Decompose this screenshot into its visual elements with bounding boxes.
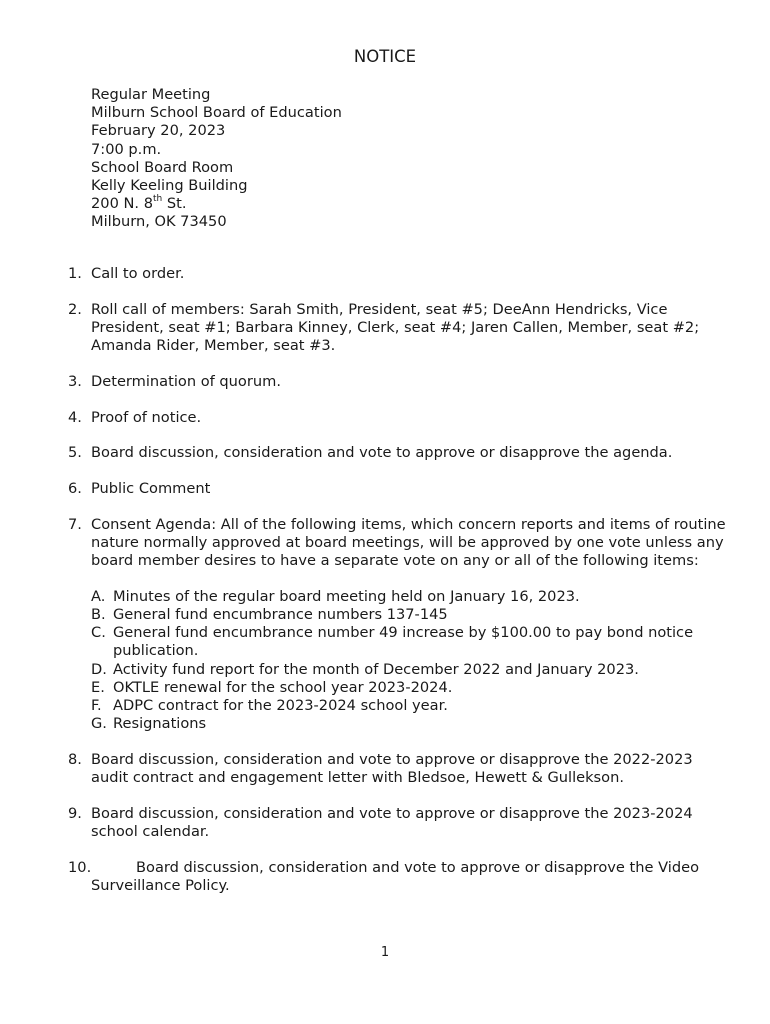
- consent-sublist: [91, 588, 733, 734]
- subitem-letter: A.: [91, 587, 106, 605]
- address-street-rest: St.: [162, 195, 187, 213]
- agenda-item-number: 8.: [68, 750, 82, 768]
- agenda-item-text: Board discussion, consideration and vote to approve or disapprove the 2022-2023 audit contract and engagement letter with Bledsoe, Hewett & Gullekson.: [91, 750, 693, 787]
- subitem-text: OKTLE renewal for the school year 2023-2024.: [113, 678, 453, 696]
- consent-subitem: [91, 624, 733, 660]
- agenda-item: [68, 301, 733, 356]
- agenda-item: [68, 751, 733, 787]
- meeting-time: 7:00 p.m.: [91, 140, 162, 158]
- agenda-item-number: 1.: [68, 265, 82, 282]
- consent-subitem: [91, 715, 733, 733]
- subitem-text: Resignations: [113, 715, 207, 733]
- consent-subitem: [91, 588, 733, 606]
- agenda-item-text: Call to order.: [91, 265, 185, 282]
- agenda-item-number: 9.: [68, 804, 82, 822]
- address-ordinal-suffix: th: [152, 194, 163, 205]
- subitem-letter: G.: [91, 715, 107, 733]
- meeting-room: School Board Room: [91, 158, 234, 176]
- agenda-item-number: 5.: [68, 444, 82, 462]
- agenda-item-number: 3.: [68, 372, 82, 390]
- page-number: 1: [380, 945, 390, 960]
- subitem-text: ADPC contract for the 2023-2024 school year.: [113, 696, 448, 714]
- agenda-item-number: 6.: [68, 479, 82, 497]
- meeting-date: February 20, 2023: [91, 122, 226, 140]
- subitem-text: Activity fund report for the month of December 2022 and January 2023.: [113, 660, 639, 678]
- subitem-letter: F.: [91, 696, 102, 714]
- subitem-text: General fund encumbrance numbers 137-145: [113, 605, 448, 623]
- meeting-type: Regular Meeting: [91, 86, 211, 103]
- agenda-item-number: 7.: [68, 515, 82, 533]
- subitem-text: Minutes of the regular board meeting held on January 16, 2023.: [113, 587, 580, 605]
- agenda-item-text: Board discussion, consideration and vote to approve or disapprove the Video: [136, 858, 699, 876]
- agenda-item-text: Consent Agenda: All of the following items, which concern reports and items of routine nature normally approved at board meetings, will be approved by one vote unless any board member desires to have a separate vote on any or all of the following items:: [91, 515, 726, 570]
- subitem-letter: D.: [91, 660, 107, 678]
- consent-subitem: [91, 606, 733, 624]
- notice-title: NOTICE: [353, 47, 417, 66]
- meeting-city: Milburn, OK 73450: [91, 213, 227, 231]
- agenda-item-text: Determination of quorum.: [91, 372, 281, 390]
- meeting-building: Kelly Keeling Building: [91, 177, 248, 195]
- agenda-item: [68, 444, 733, 462]
- board-name: Milburn School Board of Education: [91, 104, 342, 122]
- meeting-header: [91, 86, 342, 232]
- agenda-list: [68, 265, 733, 895]
- agenda-item-text: Board discussion, consideration and vote to approve or disapprove the agenda.: [91, 444, 673, 462]
- agenda-item-text: Board discussion, consideration and vote to approve or disapprove the 2023-2024 school calendar.: [91, 804, 693, 840]
- address-street-number: 200 N. 8: [91, 195, 153, 213]
- agenda-item: [68, 805, 733, 841]
- consent-subitem: [91, 679, 733, 697]
- agenda-item-number: 10.: [68, 858, 92, 876]
- agenda-item: [68, 480, 733, 498]
- meeting-address: [91, 195, 342, 213]
- agenda-item: [68, 859, 733, 895]
- agenda-item-text-continued: Surveillance Policy.: [91, 876, 230, 894]
- subitem-letter: E.: [91, 678, 105, 696]
- agenda-item-text: Proof of notice.: [91, 408, 202, 426]
- subitem-letter: B.: [91, 605, 106, 623]
- subitem-letter: C.: [91, 624, 106, 642]
- agenda-item-text: Roll call of members: Sarah Smith, President, seat #5; DeeAnn Hendricks, Vice President, seat #1; Barbara Kinney, Clerk, seat #4; Jaren Callen, Member, seat #2; Amanda Rider, Member, seat #3.: [91, 300, 700, 355]
- agenda-item-number: 4.: [68, 408, 82, 426]
- consent-subitem: [91, 661, 733, 679]
- consent-subitem: [91, 697, 733, 715]
- agenda-item-number: 2.: [68, 300, 82, 318]
- agenda-item-consent: [68, 516, 733, 734]
- agenda-item: [68, 265, 733, 283]
- agenda-item-text: Public Comment: [91, 479, 211, 497]
- agenda-item: [68, 409, 733, 427]
- subitem-text: General fund encumbrance number 49 increase by $100.00 to pay bond notice publication.: [113, 624, 694, 660]
- agenda-item: [68, 373, 733, 391]
